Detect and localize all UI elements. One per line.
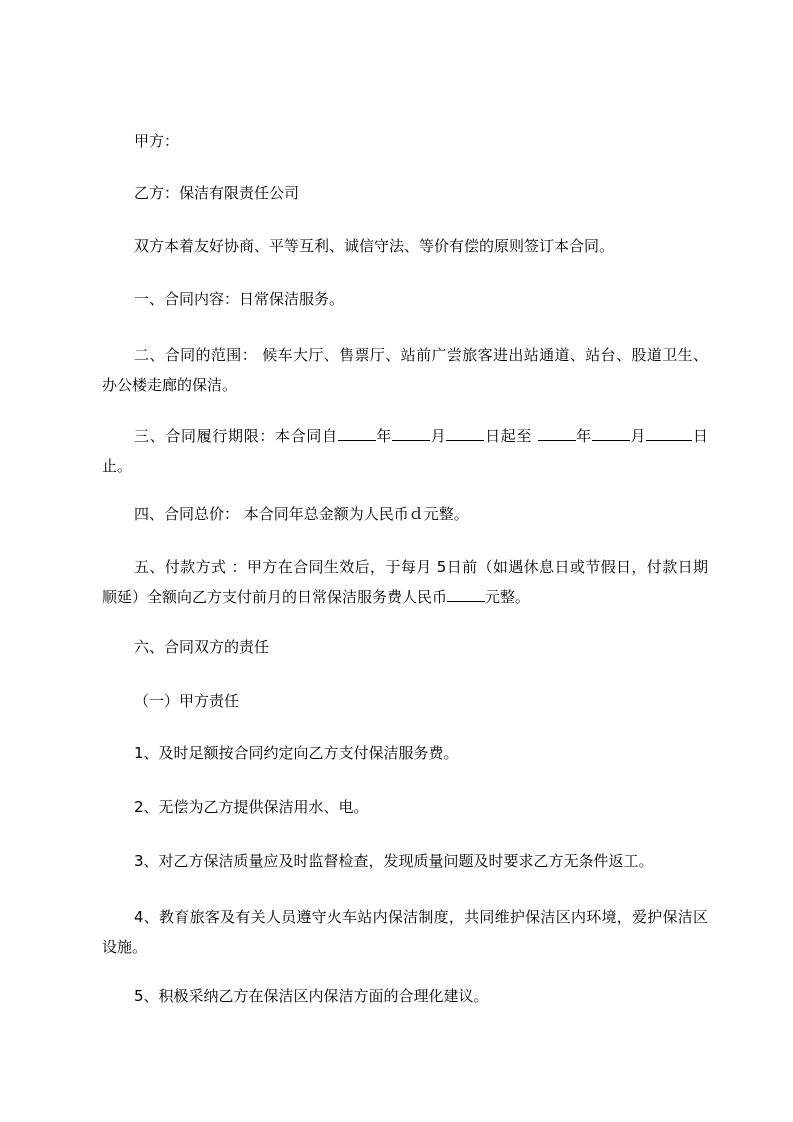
clause-1: 一、合同内容：日常保洁服务。 bbox=[134, 290, 345, 308]
clause-3-end: 日止。 bbox=[102, 427, 708, 475]
clause-6-title: 六、合同双方的责任 bbox=[134, 638, 270, 656]
clause-3 bbox=[102, 421, 708, 481]
blank-start-year bbox=[338, 424, 376, 441]
duty-item-1: 1、及时足额按合同约定向乙方支付保洁服务费。 bbox=[134, 744, 459, 762]
clause-3-month-2: 月 bbox=[629, 427, 647, 445]
party-b-line: 乙方：保洁有限责任公司 bbox=[134, 184, 300, 202]
blank-end-year bbox=[538, 424, 576, 441]
clause-5-text: 五、付款方式 ：甲方在合同生效后，于每月 5日前（如遇休息日或节假日，付款日期顺延）全额向乙方支付前月的日常保洁服务费人民币 bbox=[102, 558, 708, 606]
clause-3-year-2: 年 bbox=[575, 427, 592, 445]
clause-3-year-1: 年 bbox=[375, 427, 393, 445]
clause-3-month-1: 月 bbox=[430, 427, 447, 445]
blank-monthly-fee bbox=[447, 585, 485, 602]
clause-2: 二、合同的范围： 候车大厅、售票厅、站前广尝旅客进出站通道、站台、股道卫生、办公楼走廊的保洁。 bbox=[102, 346, 708, 394]
clause-5 bbox=[102, 552, 708, 612]
clause-3-prefix: 三、合同履行期限：本合同自 bbox=[134, 427, 338, 445]
duty-item-2: 2、无偿为乙方提供保洁用水、电。 bbox=[134, 798, 369, 816]
blank-end-month bbox=[592, 424, 630, 441]
blank-start-month bbox=[392, 424, 430, 441]
preamble: 双方本着友好协商、平等互利、诚信守法、等价有偿的原则签订本合同。 bbox=[134, 237, 615, 255]
duty-item-3: 3、对乙方保洁质量应及时监督检查，发现质量问题及时要求乙方无条件返工。 bbox=[134, 852, 654, 870]
blank-start-day bbox=[446, 424, 484, 441]
clause-5-end: 元整。 bbox=[485, 588, 531, 606]
clause-3-day-start: 日起至 bbox=[484, 427, 538, 445]
party-a-duties-title: （一）甲方责任 bbox=[134, 692, 240, 710]
clause-4: 四、合同总价： 本合同年总金额为人民币ｄ元整。 bbox=[134, 505, 469, 523]
blank-end-day bbox=[646, 424, 692, 441]
duty-item-5: 5、积极采纳乙方在保洁区内保洁方面的合理化建议。 bbox=[134, 987, 489, 1005]
duty-item-4: 4、教育旅客及有关人员遵守火车站内保洁制度，共同维护保洁区内环境，爱护保洁区设施。 bbox=[102, 908, 708, 956]
party-a-line: 甲方： bbox=[134, 132, 180, 150]
